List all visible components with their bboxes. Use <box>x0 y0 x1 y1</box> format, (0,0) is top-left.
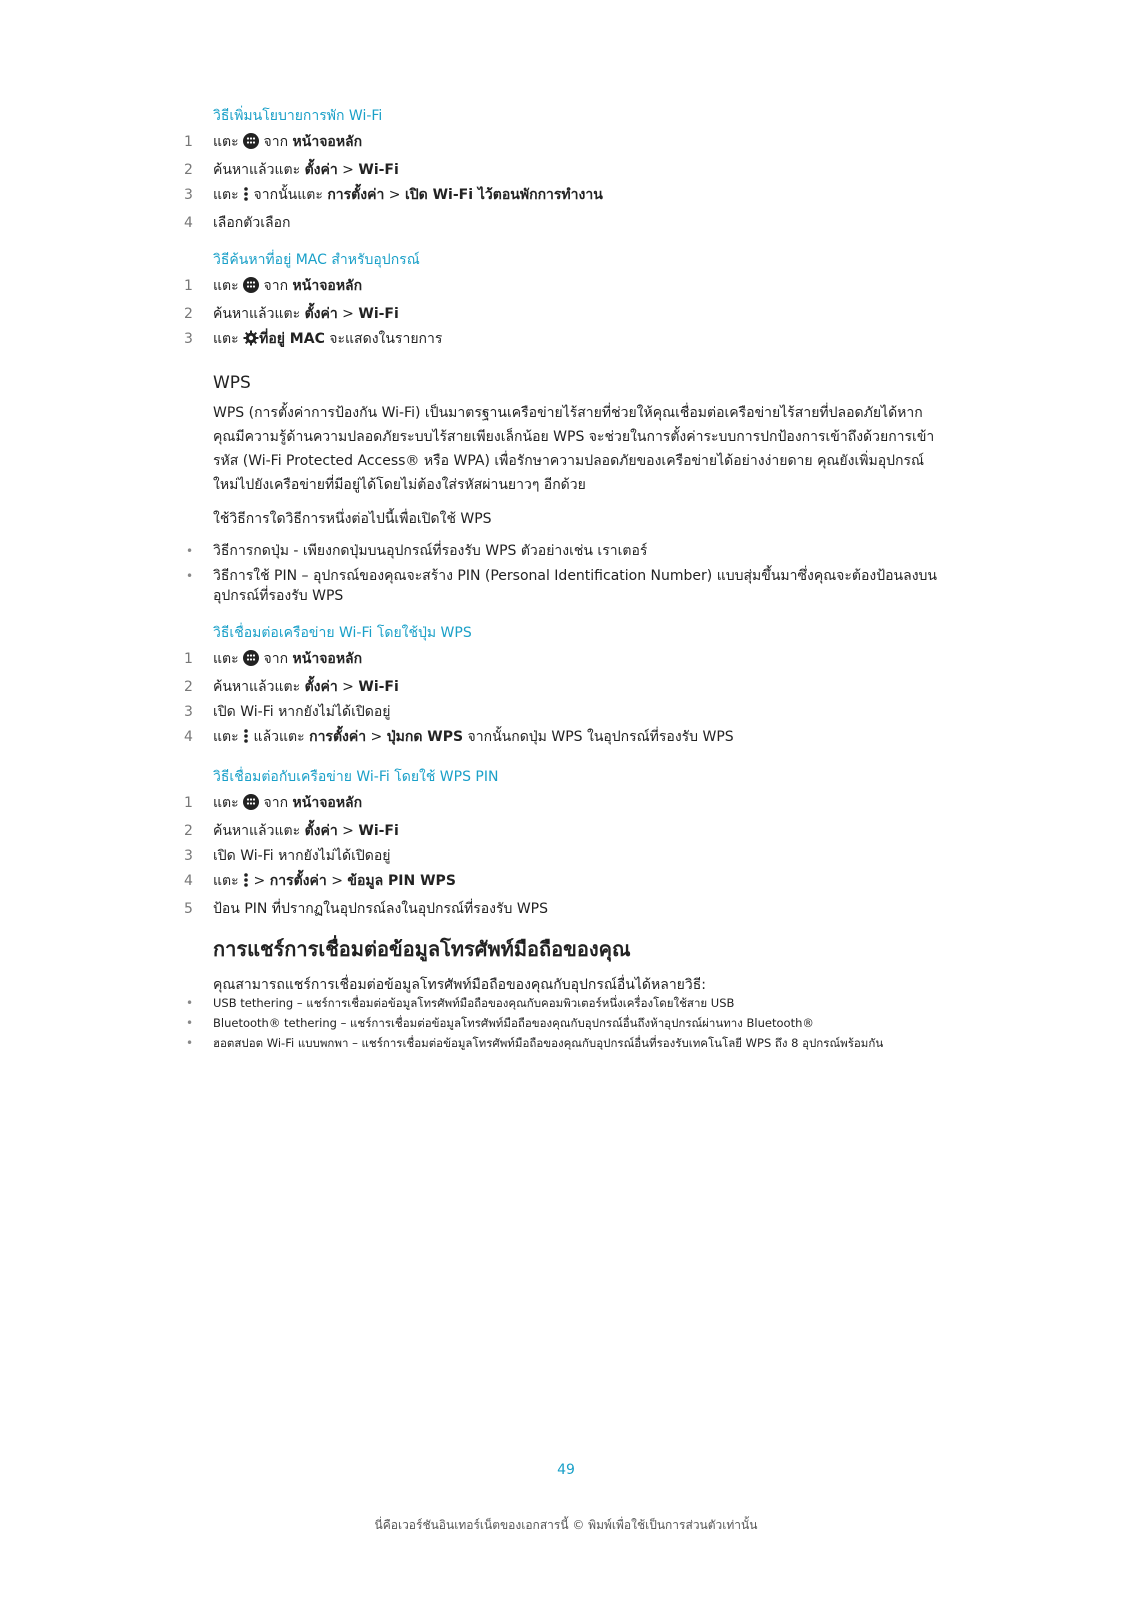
list-item: 4 แตะ > การตั้งค่า > ข้อมูล PIN WPS <box>184 871 944 894</box>
section-heading-wps-pin: วิธีเชื่อมต่อกับเครือข่าย Wi-Fi โดยใช้ WPS PIN <box>213 769 499 785</box>
list-item: 3 เปิด Wi-Fi หากยังไม่ได้เปิดอยู่ <box>184 848 391 864</box>
list-item: 1 แตะ จาก หน้าจอหลัก <box>184 793 944 816</box>
list-item: • วิธีการใช้ PIN – อุปกรณ์ของคุณจะสร้าง PIN (Personal Identification Number) แบบสุ่มขึ้นมาซึ่งคุณจะต้องป้อนลงบนอุปกรณ์ที่รองรับ WPS <box>186 568 937 604</box>
steps-wifi-sleep <box>184 132 944 233</box>
page-number: 49 <box>557 1462 575 1478</box>
list-item: 2 ค้นหาแล้วแตะ ตั้งค่า > Wi-Fi <box>184 162 399 178</box>
section-heading-mac-address: วิธีค้นหาที่อยู่ MAC สำหรับอุปกรณ์ <box>213 252 420 268</box>
list-item: • Bluetooth® tethering – แชร์การเชื่อมต่อข้อมูลโทรศัพท์มือถือของคุณกับอุปกรณ์อื่นถึงห้าอุปกรณ์ผ่านทาง Bluetooth® <box>186 1016 814 1030</box>
section-heading-wps-button: วิธีเชื่อมต่อเครือข่าย Wi-Fi โดยใช้ปุ่ม WPS <box>213 625 472 641</box>
list-item: 2 ค้นหาแล้วแตะ ตั้งค่า > Wi-Fi <box>184 823 399 839</box>
wps-intro: ใช้วิธีการใดวิธีการหนึ่งต่อไปนี้เพื่อเปิดใช้ WPS <box>213 511 492 527</box>
wps-description: WPS (การตั้งค่าการป้องกัน Wi-Fi) เป็นมาตรฐานเครือข่ายไร้สายที่ช่วยให้คุณเชื่อมต่อเครือข่ายไร้สายที่ปลอดภัยได้หากคุณมีความรู้ด้านความปลอดภัยระบบไร้สายเพียงเล็กน้อย WPS จะช่วยในการตั้งค่าระบบการปกป้องการเข้าถึงด้วยการเข้ารหัส (Wi-Fi Protected Access® หรือ WPA) เพื่อรักษาความปลอดภัยของเครือข่ายได้อย่างง่ายดาย คุณยังเพิ่มอุปกรณ์ใหม่ไปยังเครือข่ายที่มีอยู่ได้โดยไม่ต้องใส่รหัสผ่านยาวๆ อีกด้วย <box>213 405 935 493</box>
list-item: 3 แตะ ที่อยู่ MAC จะแสดงในรายการ <box>184 329 944 352</box>
sharing-intro: คุณสามารถแชร์การเชื่อมต่อข้อมูลโทรศัพท์มือถือของคุณกับอุปกรณ์อื่นได้หลายวิธี: <box>213 977 707 993</box>
list-item: • ฮอตสปอต Wi-Fi แบบพกพา – แชร์การเชื่อมต่อข้อมูลโทรศัพท์มือถือของคุณกับอุปกรณ์อื่นที่รองรับเทคโนโลยี WPS ถึง 8 อุปกรณ์พร้อมกัน <box>186 1036 884 1050</box>
apps-icon <box>243 650 259 672</box>
apps-icon <box>243 277 259 299</box>
steps-wps-button <box>184 649 944 750</box>
list-item: 1 แตะ จาก หน้าจอหลัก <box>184 132 944 155</box>
steps-wps-pin <box>184 793 944 919</box>
list-item: 4 แตะ แล้วแตะ การตั้งค่า > ปุ่มกด WPS จากนั้นกดปุ่ม WPS ในอุปกรณ์ที่รองรับ WPS <box>184 727 944 750</box>
wps-heading: WPS <box>213 373 251 393</box>
wps-methods-list <box>184 541 944 606</box>
list-item: 1 แตะ จาก หน้าจอหลัก <box>184 276 944 299</box>
list-item: 3 เปิด Wi-Fi หากยังไม่ได้เปิดอยู่ <box>184 704 391 720</box>
apps-icon <box>243 133 259 155</box>
list-item: 1 แตะ จาก หน้าจอหลัก <box>184 649 944 672</box>
list-item: 4 เลือกตัวเลือก <box>184 215 291 231</box>
section-heading-wifi-sleep: วิธีเพิ่มนโยบายการพัก Wi-Fi <box>213 108 383 124</box>
sharing-methods-list <box>184 995 944 1051</box>
list-item: 2 ค้นหาแล้วแตะ ตั้งค่า > Wi-Fi <box>184 306 399 322</box>
list-item: • วิธีการกดปุ่ม - เพียงกดปุ่มบนอุปกรณ์ที่รองรับ WPS ตัวอย่างเช่น เราเตอร์ <box>186 543 648 559</box>
list-item: • USB tethering – แชร์การเชื่อมต่อข้อมูลโทรศัพท์มือถือของคุณกับคอมพิวเตอร์หนึ่งเครื่องโดยใช้สาย USB <box>186 996 735 1010</box>
list-item: 3 แตะ จากนั้นแตะ การตั้งค่า > เปิด Wi-Fi ไว้ตอนพักการทำงาน <box>184 185 944 208</box>
list-item: 2 ค้นหาแล้วแตะ ตั้งค่า > Wi-Fi <box>184 679 399 695</box>
footer-note: นี่คือเวอร์ชันอินเทอร์เน็ตของเอกสารนี้ © พิมพ์เพื่อใช้เป็นการส่วนตัวเท่านั้น <box>374 1518 758 1532</box>
gear-icon <box>243 330 259 352</box>
apps-icon <box>243 794 259 816</box>
sharing-title: การแชร์การเชื่อมต่อข้อมูลโทรศัพท์มือถือของคุณ <box>213 937 631 961</box>
steps-mac-address <box>184 276 944 352</box>
list-item: 5 ป้อน PIN ที่ปรากฏในอุปกรณ์ลงในอุปกรณ์ที่รองรับ WPS <box>184 901 548 917</box>
document-body <box>184 106 944 1055</box>
